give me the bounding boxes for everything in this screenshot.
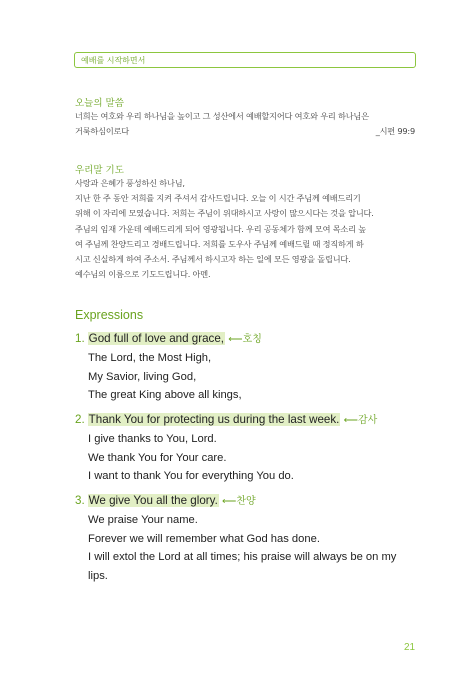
verse-line-2 — [75, 124, 415, 139]
expression-item-1 — [75, 330, 420, 405]
call-to-worship-text — [75, 109, 415, 139]
expression-phrase: We give You all the glory. — [88, 494, 218, 507]
prayer-line: 예수님의 이름으로 기도드립니다. 아멘. — [75, 269, 211, 280]
expression-phrase: Thank You for protecting us during the last week. — [88, 413, 340, 426]
expression-head — [75, 411, 420, 430]
expression-line: The Lord, the Most High, — [88, 352, 212, 364]
expression-head — [75, 492, 420, 511]
prayer-line: 위해 이 자리에 모였습니다. 저희는 주님이 위대하시고 사랑이 많으시다는 것을 압니다. — [75, 208, 374, 219]
expression-phrase: God full of love and grace, — [88, 332, 225, 345]
expression-line: My Savior, living God, — [88, 370, 197, 383]
call-to-worship-title: 오늘의 말씀 — [75, 98, 124, 109]
prayer-line: 사랑과 은혜가 풍성하신 하나님, — [75, 178, 185, 188]
verse-reference: _시편 99:9 — [375, 126, 415, 137]
page-number: 21 — [404, 642, 416, 653]
expression-line: The great King above all kings, — [88, 389, 242, 402]
expression-line: I will extol the Lord at all times; his praise will always be on my — [88, 551, 397, 564]
expression-number: 1. — [75, 332, 85, 345]
prayer-title: 우리말 기도 — [75, 165, 124, 176]
expression-korean: 감사 — [357, 415, 378, 426]
expression-line: We thank You for Your care. — [88, 451, 227, 464]
section-header: 예배를 시작하면서 — [74, 52, 416, 68]
expression-head — [75, 330, 420, 349]
prayer-line: 시고 신실하게 하여 주소서. 주님께서 하시고자 하는 일에 모든 영광을 돌립니다. — [75, 254, 351, 265]
expression-korean: 호칭 — [242, 334, 262, 345]
expression-item-3 — [75, 492, 420, 585]
expression-line: I give thanks to You, Lord. — [88, 433, 217, 445]
expression-item-2 — [75, 411, 420, 486]
prayer-line: 주님의 임재 가운데 예배드리게 되어 영광됩니다. 우리 공동체가 함께 모여 목소리 높 — [75, 223, 366, 234]
verse-line-1: 너희는 여호와 우리 하나님을 높이고 그 성산에서 예배할지어다 여호와 우리 하나님은 — [75, 111, 369, 121]
prayer-line: 여 주님께 찬양드리고 경배드립니다. 저희를 도우사 주님께 예배드릴 때 정직하게 하 — [75, 238, 364, 249]
arrow-left-icon: ⟵ — [343, 415, 358, 426]
expression-line: I want to thank You for everything You do. — [88, 470, 294, 483]
expression-line: lips. — [88, 569, 108, 582]
verse-line-2-text: 거룩하심이로다 — [75, 126, 129, 137]
arrow-left-icon: ⟵ — [228, 334, 243, 345]
prayer-line: 지난 한 주 동안 저희를 지켜 주셔서 감사드립니다. 오늘 이 시간 주님께 예배드리기 — [75, 193, 361, 204]
expression-korean: 찬양 — [236, 496, 256, 507]
expression-line: We praise Your name. — [88, 514, 198, 526]
expression-number: 2. — [75, 413, 85, 426]
expression-number: 3. — [75, 494, 85, 507]
prayer-text — [75, 176, 415, 282]
expression-line: Forever we will remember what God has done. — [88, 532, 320, 545]
arrow-left-icon: ⟵ — [222, 496, 237, 507]
expressions-title: Expressions — [75, 308, 144, 322]
